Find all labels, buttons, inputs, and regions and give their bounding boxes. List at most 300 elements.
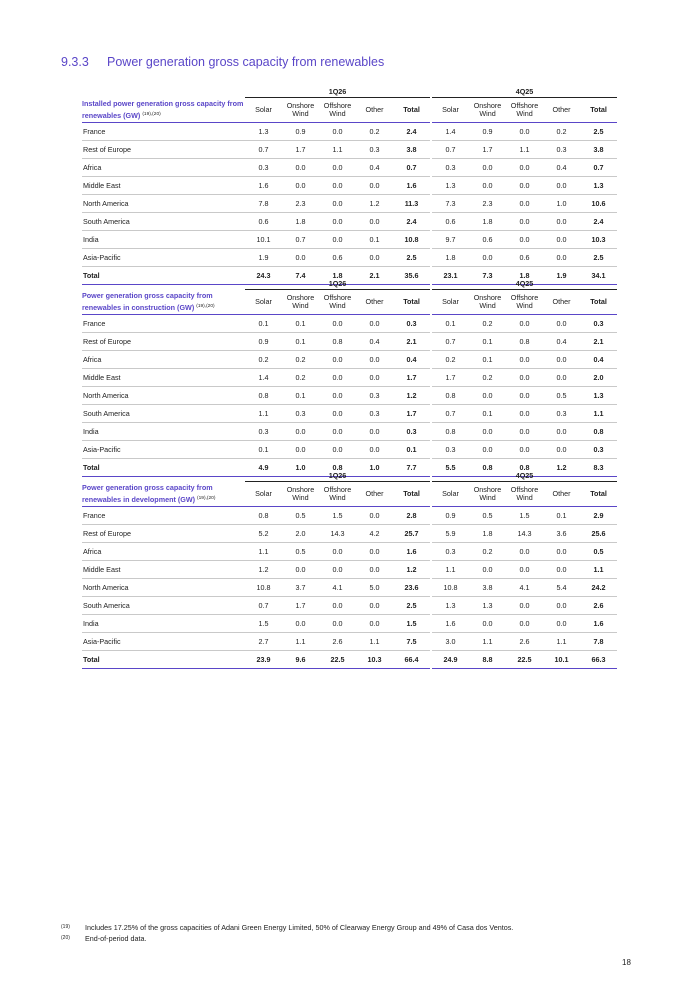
value-cell: 0.0 bbox=[319, 423, 356, 441]
section-number: 9.3.3 bbox=[61, 55, 89, 69]
value-cell: 0.2 bbox=[469, 315, 506, 333]
total-value-cell: 1.7 bbox=[393, 405, 430, 423]
value-cell: 23.9 bbox=[245, 651, 282, 669]
value-cell: 1.1 bbox=[245, 543, 282, 561]
value-cell: 0.4 bbox=[543, 159, 580, 177]
column-header: Offshore Wind bbox=[319, 482, 356, 507]
total-value-cell: 2.1 bbox=[393, 333, 430, 351]
total-value-cell: 0.7 bbox=[393, 159, 430, 177]
period-label: 1Q26 bbox=[245, 85, 430, 98]
column-header: Solar bbox=[432, 98, 469, 123]
region-label: Rest of Europe bbox=[82, 333, 245, 351]
value-cell: 1.1 bbox=[282, 633, 319, 651]
region-label: Asia-Pacific bbox=[82, 249, 245, 267]
value-cell: 24.3 bbox=[245, 267, 282, 285]
value-cell: 1.8 bbox=[319, 267, 356, 285]
value-cell: 0.0 bbox=[319, 597, 356, 615]
table-row bbox=[82, 525, 617, 543]
value-cell: 1.6 bbox=[245, 177, 282, 195]
value-cell: 0.3 bbox=[432, 543, 469, 561]
value-cell: 0.8 bbox=[469, 459, 506, 477]
value-cell: 1.9 bbox=[543, 267, 580, 285]
region-label: India bbox=[82, 423, 245, 441]
table-title bbox=[82, 98, 245, 123]
table-row bbox=[82, 597, 617, 615]
column-header: Solar bbox=[245, 482, 282, 507]
value-cell: 7.3 bbox=[469, 267, 506, 285]
value-cell: 0.0 bbox=[469, 615, 506, 633]
region-label: South America bbox=[82, 405, 245, 423]
total-value-cell: 0.3 bbox=[580, 315, 617, 333]
value-cell: 1.1 bbox=[469, 633, 506, 651]
value-cell: 1.3 bbox=[432, 177, 469, 195]
value-cell: 0.6 bbox=[432, 213, 469, 231]
region-label: France bbox=[82, 507, 245, 525]
value-cell: 0.0 bbox=[356, 177, 393, 195]
value-cell: 0.0 bbox=[356, 615, 393, 633]
value-cell: 0.3 bbox=[356, 405, 393, 423]
total-value-cell: 34.1 bbox=[580, 267, 617, 285]
table-title-text: Power generation gross capacity from renewables in construction (GW) bbox=[82, 291, 213, 313]
footnote bbox=[61, 922, 513, 933]
value-cell: 0.0 bbox=[319, 369, 356, 387]
table-row bbox=[82, 249, 617, 267]
value-cell: 0.0 bbox=[356, 369, 393, 387]
value-cell: 0.6 bbox=[469, 231, 506, 249]
table-row bbox=[82, 333, 617, 351]
column-header: Total bbox=[580, 482, 617, 507]
value-cell: 0.2 bbox=[469, 543, 506, 561]
value-cell: 0.1 bbox=[245, 315, 282, 333]
value-cell: 1.1 bbox=[245, 405, 282, 423]
column-header-row bbox=[82, 482, 617, 507]
value-cell: 22.5 bbox=[506, 651, 543, 669]
value-cell: 2.3 bbox=[469, 195, 506, 213]
footnote-mark: (19) bbox=[61, 924, 70, 930]
value-cell: 0.8 bbox=[245, 387, 282, 405]
value-cell: 1.8 bbox=[469, 525, 506, 543]
value-cell: 0.8 bbox=[506, 333, 543, 351]
value-cell: 0.0 bbox=[319, 159, 356, 177]
total-value-cell: 2.5 bbox=[580, 123, 617, 141]
value-cell: 0.3 bbox=[543, 405, 580, 423]
value-cell: 0.7 bbox=[432, 141, 469, 159]
value-cell: 0.0 bbox=[506, 177, 543, 195]
value-cell: 0.1 bbox=[469, 333, 506, 351]
value-cell: 0.1 bbox=[282, 315, 319, 333]
value-cell: 0.0 bbox=[506, 213, 543, 231]
total-value-cell: 1.1 bbox=[580, 405, 617, 423]
total-value-cell: 10.8 bbox=[393, 231, 430, 249]
footnotes bbox=[61, 922, 513, 944]
value-cell: 0.0 bbox=[506, 561, 543, 579]
table-title-text: Power generation gross capacity from renewables in development (GW) bbox=[82, 483, 213, 505]
table-row bbox=[82, 159, 617, 177]
column-header: Other bbox=[356, 290, 393, 315]
total-value-cell: 0.3 bbox=[393, 315, 430, 333]
value-cell: 1.1 bbox=[432, 561, 469, 579]
value-cell: 3.6 bbox=[543, 525, 580, 543]
value-cell: 1.7 bbox=[469, 141, 506, 159]
total-value-cell: 2.5 bbox=[393, 597, 430, 615]
total-value-cell: 1.5 bbox=[393, 615, 430, 633]
value-cell: 0.8 bbox=[506, 459, 543, 477]
table-row bbox=[82, 507, 617, 525]
region-label: North America bbox=[82, 387, 245, 405]
total-value-cell: 25.7 bbox=[393, 525, 430, 543]
total-value-cell: 0.5 bbox=[580, 543, 617, 561]
value-cell: 5.2 bbox=[245, 525, 282, 543]
value-cell: 0.0 bbox=[282, 177, 319, 195]
value-cell: 0.0 bbox=[356, 543, 393, 561]
value-cell: 0.9 bbox=[469, 123, 506, 141]
region-label: Middle East bbox=[82, 177, 245, 195]
table-row bbox=[82, 351, 617, 369]
value-cell: 1.8 bbox=[432, 249, 469, 267]
value-cell: 0.0 bbox=[543, 423, 580, 441]
period-label: 4Q25 bbox=[432, 277, 617, 290]
value-cell: 0.9 bbox=[282, 123, 319, 141]
value-cell: 9.7 bbox=[432, 231, 469, 249]
value-cell: 0.1 bbox=[282, 387, 319, 405]
value-cell: 0.8 bbox=[432, 423, 469, 441]
column-header: Offshore Wind bbox=[506, 290, 543, 315]
region-label: India bbox=[82, 231, 245, 249]
column-header: Offshore Wind bbox=[319, 290, 356, 315]
region-label: Africa bbox=[82, 159, 245, 177]
value-cell: 0.0 bbox=[543, 597, 580, 615]
value-cell: 1.8 bbox=[506, 267, 543, 285]
section-heading bbox=[61, 55, 384, 69]
value-cell: 0.0 bbox=[469, 249, 506, 267]
column-header: Other bbox=[356, 482, 393, 507]
value-cell: 9.6 bbox=[282, 651, 319, 669]
column-header: Solar bbox=[245, 98, 282, 123]
table-row bbox=[82, 615, 617, 633]
value-cell: 0.0 bbox=[469, 177, 506, 195]
footnote-mark: (20) bbox=[61, 935, 70, 941]
total-value-cell: 7.7 bbox=[393, 459, 430, 477]
value-cell: 0.0 bbox=[506, 351, 543, 369]
period-label: 1Q26 bbox=[245, 469, 430, 482]
value-cell: 0.0 bbox=[543, 561, 580, 579]
value-cell: 0.0 bbox=[469, 387, 506, 405]
value-cell: 1.1 bbox=[319, 141, 356, 159]
value-cell: 1.1 bbox=[356, 633, 393, 651]
value-cell: 0.5 bbox=[543, 387, 580, 405]
total-label: Total bbox=[82, 459, 245, 477]
blank-cell bbox=[82, 469, 245, 482]
value-cell: 2.6 bbox=[506, 633, 543, 651]
installed-capacity-table bbox=[82, 85, 617, 285]
value-cell: 1.4 bbox=[245, 369, 282, 387]
footnote-text: End-of-period data. bbox=[85, 934, 147, 943]
value-cell: 0.0 bbox=[506, 615, 543, 633]
value-cell: 0.0 bbox=[282, 423, 319, 441]
value-cell: 0.7 bbox=[432, 333, 469, 351]
value-cell: 0.0 bbox=[506, 159, 543, 177]
value-cell: 0.0 bbox=[356, 423, 393, 441]
value-cell: 22.5 bbox=[319, 651, 356, 669]
value-cell: 1.1 bbox=[506, 141, 543, 159]
value-cell: 4.1 bbox=[319, 579, 356, 597]
table-row bbox=[82, 177, 617, 195]
total-value-cell: 8.3 bbox=[580, 459, 617, 477]
table-row bbox=[82, 423, 617, 441]
value-cell: 0.3 bbox=[282, 405, 319, 423]
column-header: Total bbox=[580, 290, 617, 315]
value-cell: 0.7 bbox=[432, 405, 469, 423]
total-value-cell: 2.6 bbox=[580, 597, 617, 615]
column-header: Offshore Wind bbox=[506, 482, 543, 507]
total-value-cell: 2.5 bbox=[393, 249, 430, 267]
total-value-cell: 2.4 bbox=[393, 123, 430, 141]
value-cell: 0.0 bbox=[506, 123, 543, 141]
value-cell: 0.0 bbox=[282, 561, 319, 579]
total-value-cell: 2.5 bbox=[580, 249, 617, 267]
value-cell: 0.0 bbox=[319, 351, 356, 369]
value-cell: 0.0 bbox=[282, 615, 319, 633]
value-cell: 1.0 bbox=[356, 459, 393, 477]
value-cell: 0.5 bbox=[282, 507, 319, 525]
value-cell: 10.8 bbox=[432, 579, 469, 597]
value-cell: 0.0 bbox=[319, 195, 356, 213]
value-cell: 0.0 bbox=[506, 369, 543, 387]
value-cell: 0.0 bbox=[469, 561, 506, 579]
period-label: 4Q25 bbox=[432, 85, 617, 98]
value-cell: 0.0 bbox=[543, 315, 580, 333]
total-value-cell: 7.8 bbox=[580, 633, 617, 651]
value-cell: 0.0 bbox=[543, 177, 580, 195]
total-value-cell: 7.5 bbox=[393, 633, 430, 651]
table-title bbox=[82, 290, 245, 315]
total-value-cell: 1.7 bbox=[393, 369, 430, 387]
value-cell: 0.0 bbox=[469, 441, 506, 459]
value-cell: 0.2 bbox=[432, 351, 469, 369]
total-value-cell: 0.3 bbox=[393, 423, 430, 441]
value-cell: 0.5 bbox=[469, 507, 506, 525]
value-cell: 0.3 bbox=[356, 141, 393, 159]
region-label: South America bbox=[82, 597, 245, 615]
value-cell: 10.8 bbox=[245, 579, 282, 597]
table-row bbox=[82, 387, 617, 405]
table-row bbox=[82, 213, 617, 231]
table-row bbox=[82, 315, 617, 333]
value-cell: 1.5 bbox=[506, 507, 543, 525]
value-cell: 0.0 bbox=[356, 249, 393, 267]
period-header-row bbox=[82, 469, 617, 482]
table-row bbox=[82, 405, 617, 423]
region-label: North America bbox=[82, 195, 245, 213]
value-cell: 0.2 bbox=[469, 369, 506, 387]
value-cell: 0.4 bbox=[356, 159, 393, 177]
value-cell: 3.0 bbox=[432, 633, 469, 651]
period-label: 4Q25 bbox=[432, 469, 617, 482]
region-label: France bbox=[82, 123, 245, 141]
value-cell: 7.4 bbox=[282, 267, 319, 285]
column-header: Total bbox=[393, 98, 430, 123]
capacity-table bbox=[82, 85, 617, 285]
page-number: 18 bbox=[622, 958, 631, 967]
table-row bbox=[82, 543, 617, 561]
value-cell: 0.6 bbox=[245, 213, 282, 231]
value-cell: 5.4 bbox=[543, 579, 580, 597]
value-cell: 0.7 bbox=[245, 597, 282, 615]
value-cell: 0.1 bbox=[282, 333, 319, 351]
value-cell: 0.0 bbox=[319, 387, 356, 405]
value-cell: 0.0 bbox=[543, 543, 580, 561]
value-cell: 0.0 bbox=[319, 543, 356, 561]
table-row bbox=[82, 441, 617, 459]
region-label: France bbox=[82, 315, 245, 333]
column-header: Onshore Wind bbox=[282, 290, 319, 315]
total-value-cell: 2.4 bbox=[580, 213, 617, 231]
column-header: Total bbox=[580, 98, 617, 123]
total-value-cell: 1.1 bbox=[580, 561, 617, 579]
value-cell: 1.3 bbox=[245, 123, 282, 141]
value-cell: 0.0 bbox=[282, 249, 319, 267]
value-cell: 0.0 bbox=[356, 441, 393, 459]
value-cell: 10.1 bbox=[245, 231, 282, 249]
construction-capacity-table bbox=[82, 277, 617, 477]
total-value-cell: 2.1 bbox=[580, 333, 617, 351]
value-cell: 0.0 bbox=[506, 387, 543, 405]
table-row bbox=[82, 579, 617, 597]
value-cell: 4.2 bbox=[356, 525, 393, 543]
value-cell: 2.6 bbox=[319, 633, 356, 651]
total-label: Total bbox=[82, 651, 245, 669]
value-cell: 0.4 bbox=[543, 333, 580, 351]
value-cell: 0.1 bbox=[469, 405, 506, 423]
value-cell: 4.9 bbox=[245, 459, 282, 477]
value-cell: 24.9 bbox=[432, 651, 469, 669]
value-cell: 7.3 bbox=[432, 195, 469, 213]
value-cell: 0.0 bbox=[506, 195, 543, 213]
value-cell: 0.0 bbox=[506, 315, 543, 333]
value-cell: 0.8 bbox=[432, 387, 469, 405]
value-cell: 1.2 bbox=[543, 459, 580, 477]
total-value-cell: 0.3 bbox=[580, 441, 617, 459]
capacity-table bbox=[82, 277, 617, 477]
value-cell: 0.0 bbox=[319, 231, 356, 249]
value-cell: 1.9 bbox=[245, 249, 282, 267]
value-cell: 0.0 bbox=[469, 423, 506, 441]
value-cell: 0.2 bbox=[282, 351, 319, 369]
value-cell: 0.0 bbox=[356, 315, 393, 333]
value-cell: 0.1 bbox=[356, 231, 393, 249]
total-value-cell: 1.3 bbox=[580, 177, 617, 195]
value-cell: 0.9 bbox=[245, 333, 282, 351]
table-row bbox=[82, 369, 617, 387]
total-row bbox=[82, 651, 617, 669]
total-value-cell: 3.8 bbox=[393, 141, 430, 159]
value-cell: 0.3 bbox=[432, 441, 469, 459]
region-label: Middle East bbox=[82, 561, 245, 579]
total-value-cell: 1.6 bbox=[393, 543, 430, 561]
value-cell: 0.0 bbox=[319, 561, 356, 579]
period-label: 1Q26 bbox=[245, 277, 430, 290]
value-cell: 0.2 bbox=[543, 123, 580, 141]
value-cell: 23.1 bbox=[432, 267, 469, 285]
value-cell: 0.0 bbox=[282, 441, 319, 459]
total-value-cell: 1.2 bbox=[393, 561, 430, 579]
value-cell: 0.0 bbox=[319, 213, 356, 231]
value-cell: 10.1 bbox=[543, 651, 580, 669]
period-header-row bbox=[82, 85, 617, 98]
value-cell: 0.0 bbox=[543, 351, 580, 369]
value-cell: 0.3 bbox=[543, 141, 580, 159]
table-row bbox=[82, 231, 617, 249]
value-cell: 3.8 bbox=[469, 579, 506, 597]
value-cell: 0.0 bbox=[543, 231, 580, 249]
total-value-cell: 10.3 bbox=[580, 231, 617, 249]
total-value-cell: 2.9 bbox=[580, 507, 617, 525]
value-cell: 2.3 bbox=[282, 195, 319, 213]
value-cell: 0.0 bbox=[506, 441, 543, 459]
value-cell: 0.0 bbox=[506, 405, 543, 423]
value-cell: 0.0 bbox=[543, 213, 580, 231]
total-value-cell: 1.6 bbox=[393, 177, 430, 195]
total-value-cell: 1.6 bbox=[580, 615, 617, 633]
value-cell: 0.0 bbox=[319, 615, 356, 633]
total-value-cell: 0.1 bbox=[393, 441, 430, 459]
column-header: Total bbox=[393, 482, 430, 507]
value-cell: 2.7 bbox=[245, 633, 282, 651]
value-cell: 5.5 bbox=[432, 459, 469, 477]
value-cell: 1.2 bbox=[245, 561, 282, 579]
value-cell: 0.1 bbox=[245, 441, 282, 459]
total-value-cell: 2.8 bbox=[393, 507, 430, 525]
region-label: Asia-Pacific bbox=[82, 441, 245, 459]
value-cell: 1.6 bbox=[432, 615, 469, 633]
development-capacity-table bbox=[82, 469, 617, 669]
value-cell: 0.0 bbox=[469, 159, 506, 177]
value-cell: 1.8 bbox=[282, 213, 319, 231]
value-cell: 1.8 bbox=[469, 213, 506, 231]
value-cell: 0.0 bbox=[356, 561, 393, 579]
column-header: Onshore Wind bbox=[282, 98, 319, 123]
region-label: Middle East bbox=[82, 369, 245, 387]
value-cell: 1.3 bbox=[432, 597, 469, 615]
value-cell: 0.0 bbox=[543, 615, 580, 633]
value-cell: 0.0 bbox=[506, 231, 543, 249]
region-label: Rest of Europe bbox=[82, 141, 245, 159]
column-header: Other bbox=[543, 98, 580, 123]
value-cell: 1.5 bbox=[245, 615, 282, 633]
value-cell: 0.7 bbox=[282, 231, 319, 249]
blank-cell bbox=[82, 277, 245, 290]
table-title-text: Installed power generation gross capacity from renewables (GW) bbox=[82, 99, 244, 121]
footnote-ref: (19),(20) bbox=[197, 496, 216, 502]
total-value-cell: 3.8 bbox=[580, 141, 617, 159]
column-header-row bbox=[82, 98, 617, 123]
total-value-cell: 23.6 bbox=[393, 579, 430, 597]
value-cell: 0.9 bbox=[432, 507, 469, 525]
region-label: North America bbox=[82, 579, 245, 597]
column-header: Solar bbox=[245, 290, 282, 315]
column-header: Total bbox=[393, 290, 430, 315]
value-cell: 0.0 bbox=[356, 351, 393, 369]
value-cell: 0.0 bbox=[282, 159, 319, 177]
value-cell: 2.0 bbox=[282, 525, 319, 543]
value-cell: 1.7 bbox=[282, 141, 319, 159]
value-cell: 1.1 bbox=[543, 633, 580, 651]
value-cell: 0.0 bbox=[356, 507, 393, 525]
value-cell: 14.3 bbox=[506, 525, 543, 543]
value-cell: 0.0 bbox=[356, 597, 393, 615]
table-row bbox=[82, 123, 617, 141]
value-cell: 0.0 bbox=[319, 315, 356, 333]
